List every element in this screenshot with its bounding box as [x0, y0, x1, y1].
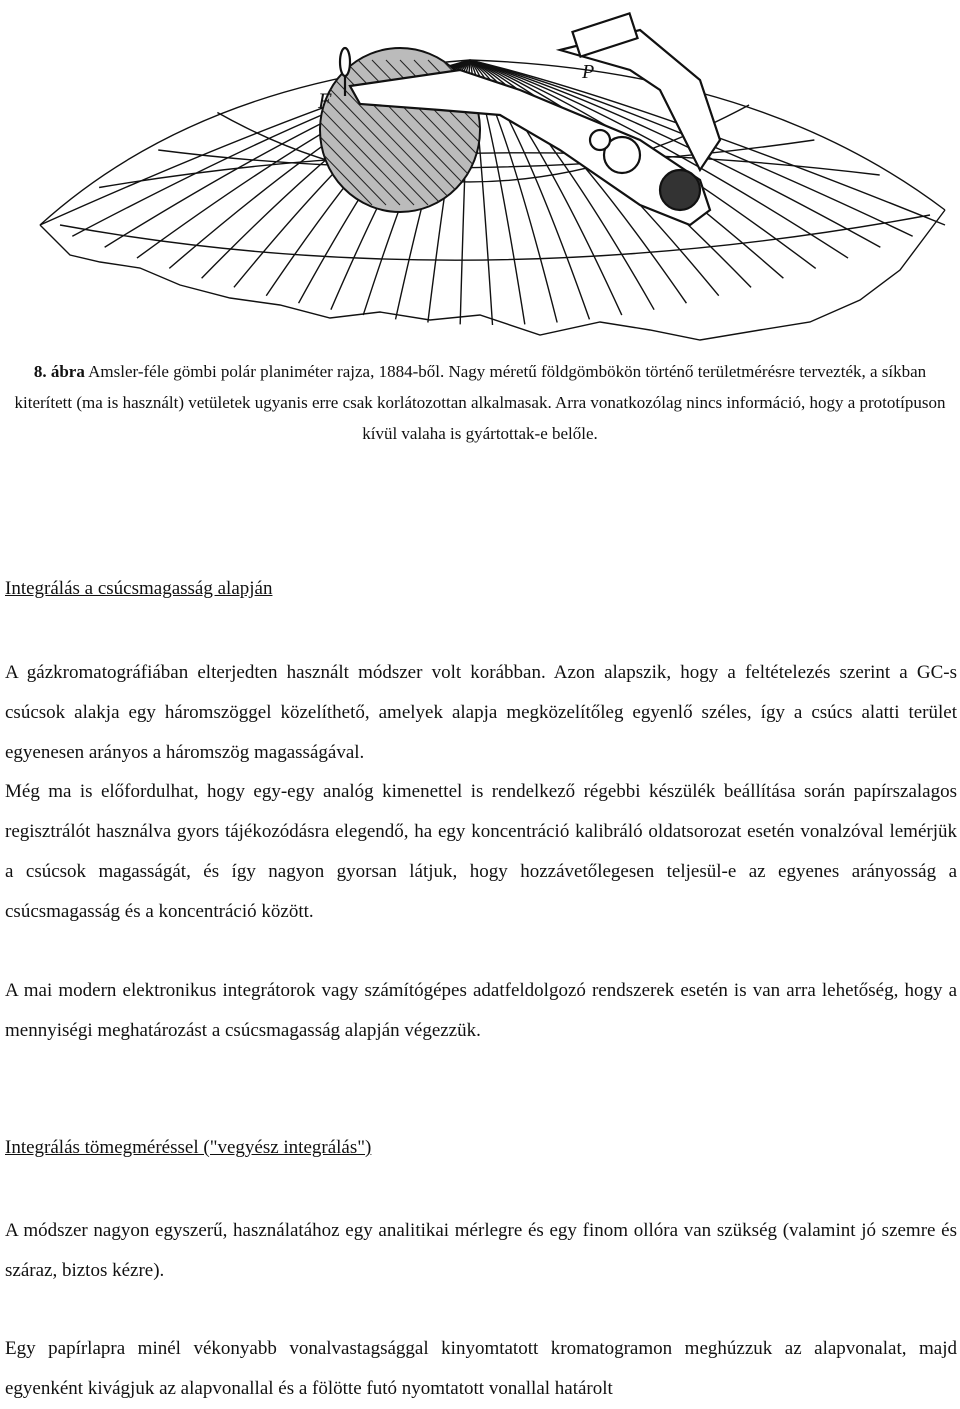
paragraph-1: A gázkromatográfiában elterjedten használt módszer volt korábban. Azon alapszik, hogy a feltételezés szerint a GC-s csúcsok alakja egy háromszöggel közelíthető, amelyek alapja megközelítőleg egyenlő széles, így a csúcs alatti terület egyenesen arányos a háromszög magasságával. — [5, 662, 957, 763]
label-f: F — [318, 88, 332, 113]
caption-text: Amsler-féle gömbi polár planiméter rajza, 1884-ből. Nagy méretű földgömbökön történő területmérésre tervezték, a síkban kiterített (ma is használt) vetületek ugyanis erre csak korlátozottan alkalmasak. Arra vonatkozólag nincs információ, hogy a prototípuson kívül valaha is gyártottak-e belőle. — [14, 362, 946, 443]
section-heading-weighing: Integrálás tömegméréssel ("vegyész integrálás") — [5, 1137, 372, 1158]
section-heading-peak-height: Integrálás a csúcsmagasság alapján — [5, 578, 273, 599]
planimeter-figure — [0, 0, 960, 352]
paragraph-3: A mai modern elektronikus integrátorok vagy számítógépes adatfeldolgozó rendszerek esetén is van arra lehetőség, hogy a mennyiségi meghatározást a csúcsmagasság alapján végezzük. — [5, 980, 957, 1041]
label-p: P — [582, 61, 595, 83]
paragraph-5: Egy papírlapra minél vékonyabb vonalvastagsággal kinyomtatott kromatogramon meghúzzuk az alapvonalat, majd egyenként kivágjuk az alapvonallal és a fölötte futó nyomtatott vonallal határolt — [5, 1338, 957, 1399]
figure-caption — [6, 356, 954, 449]
figure-number: 8. ábra — [33, 362, 85, 381]
paragraph-2: Még ma is előfordulhat, hogy egy-egy analóg kimenettel is rendelkező régebbi készülék beállítása során papírszalagos regisztrálót használva gyors tájékozódásra elegendő, ha egy koncentráció kalibráló oldatsorozat esetén vonalzóval lemérjük a csúcsok magasságát, és így nagyon gyorsan látjuk, hogy hozzávetőlegesen teljesül-e az egyenes arányosság a csúcsmagasság és a koncentráció között. — [5, 781, 957, 922]
planimeter-drawing — [0, 0, 960, 352]
paragraph-4: A módszer nagyon egyszerű, használatához egy analitikai mérlegre és egy finom ollóra van szükség (valamint jó szemre és száraz, biztos kézre). — [5, 1220, 957, 1281]
